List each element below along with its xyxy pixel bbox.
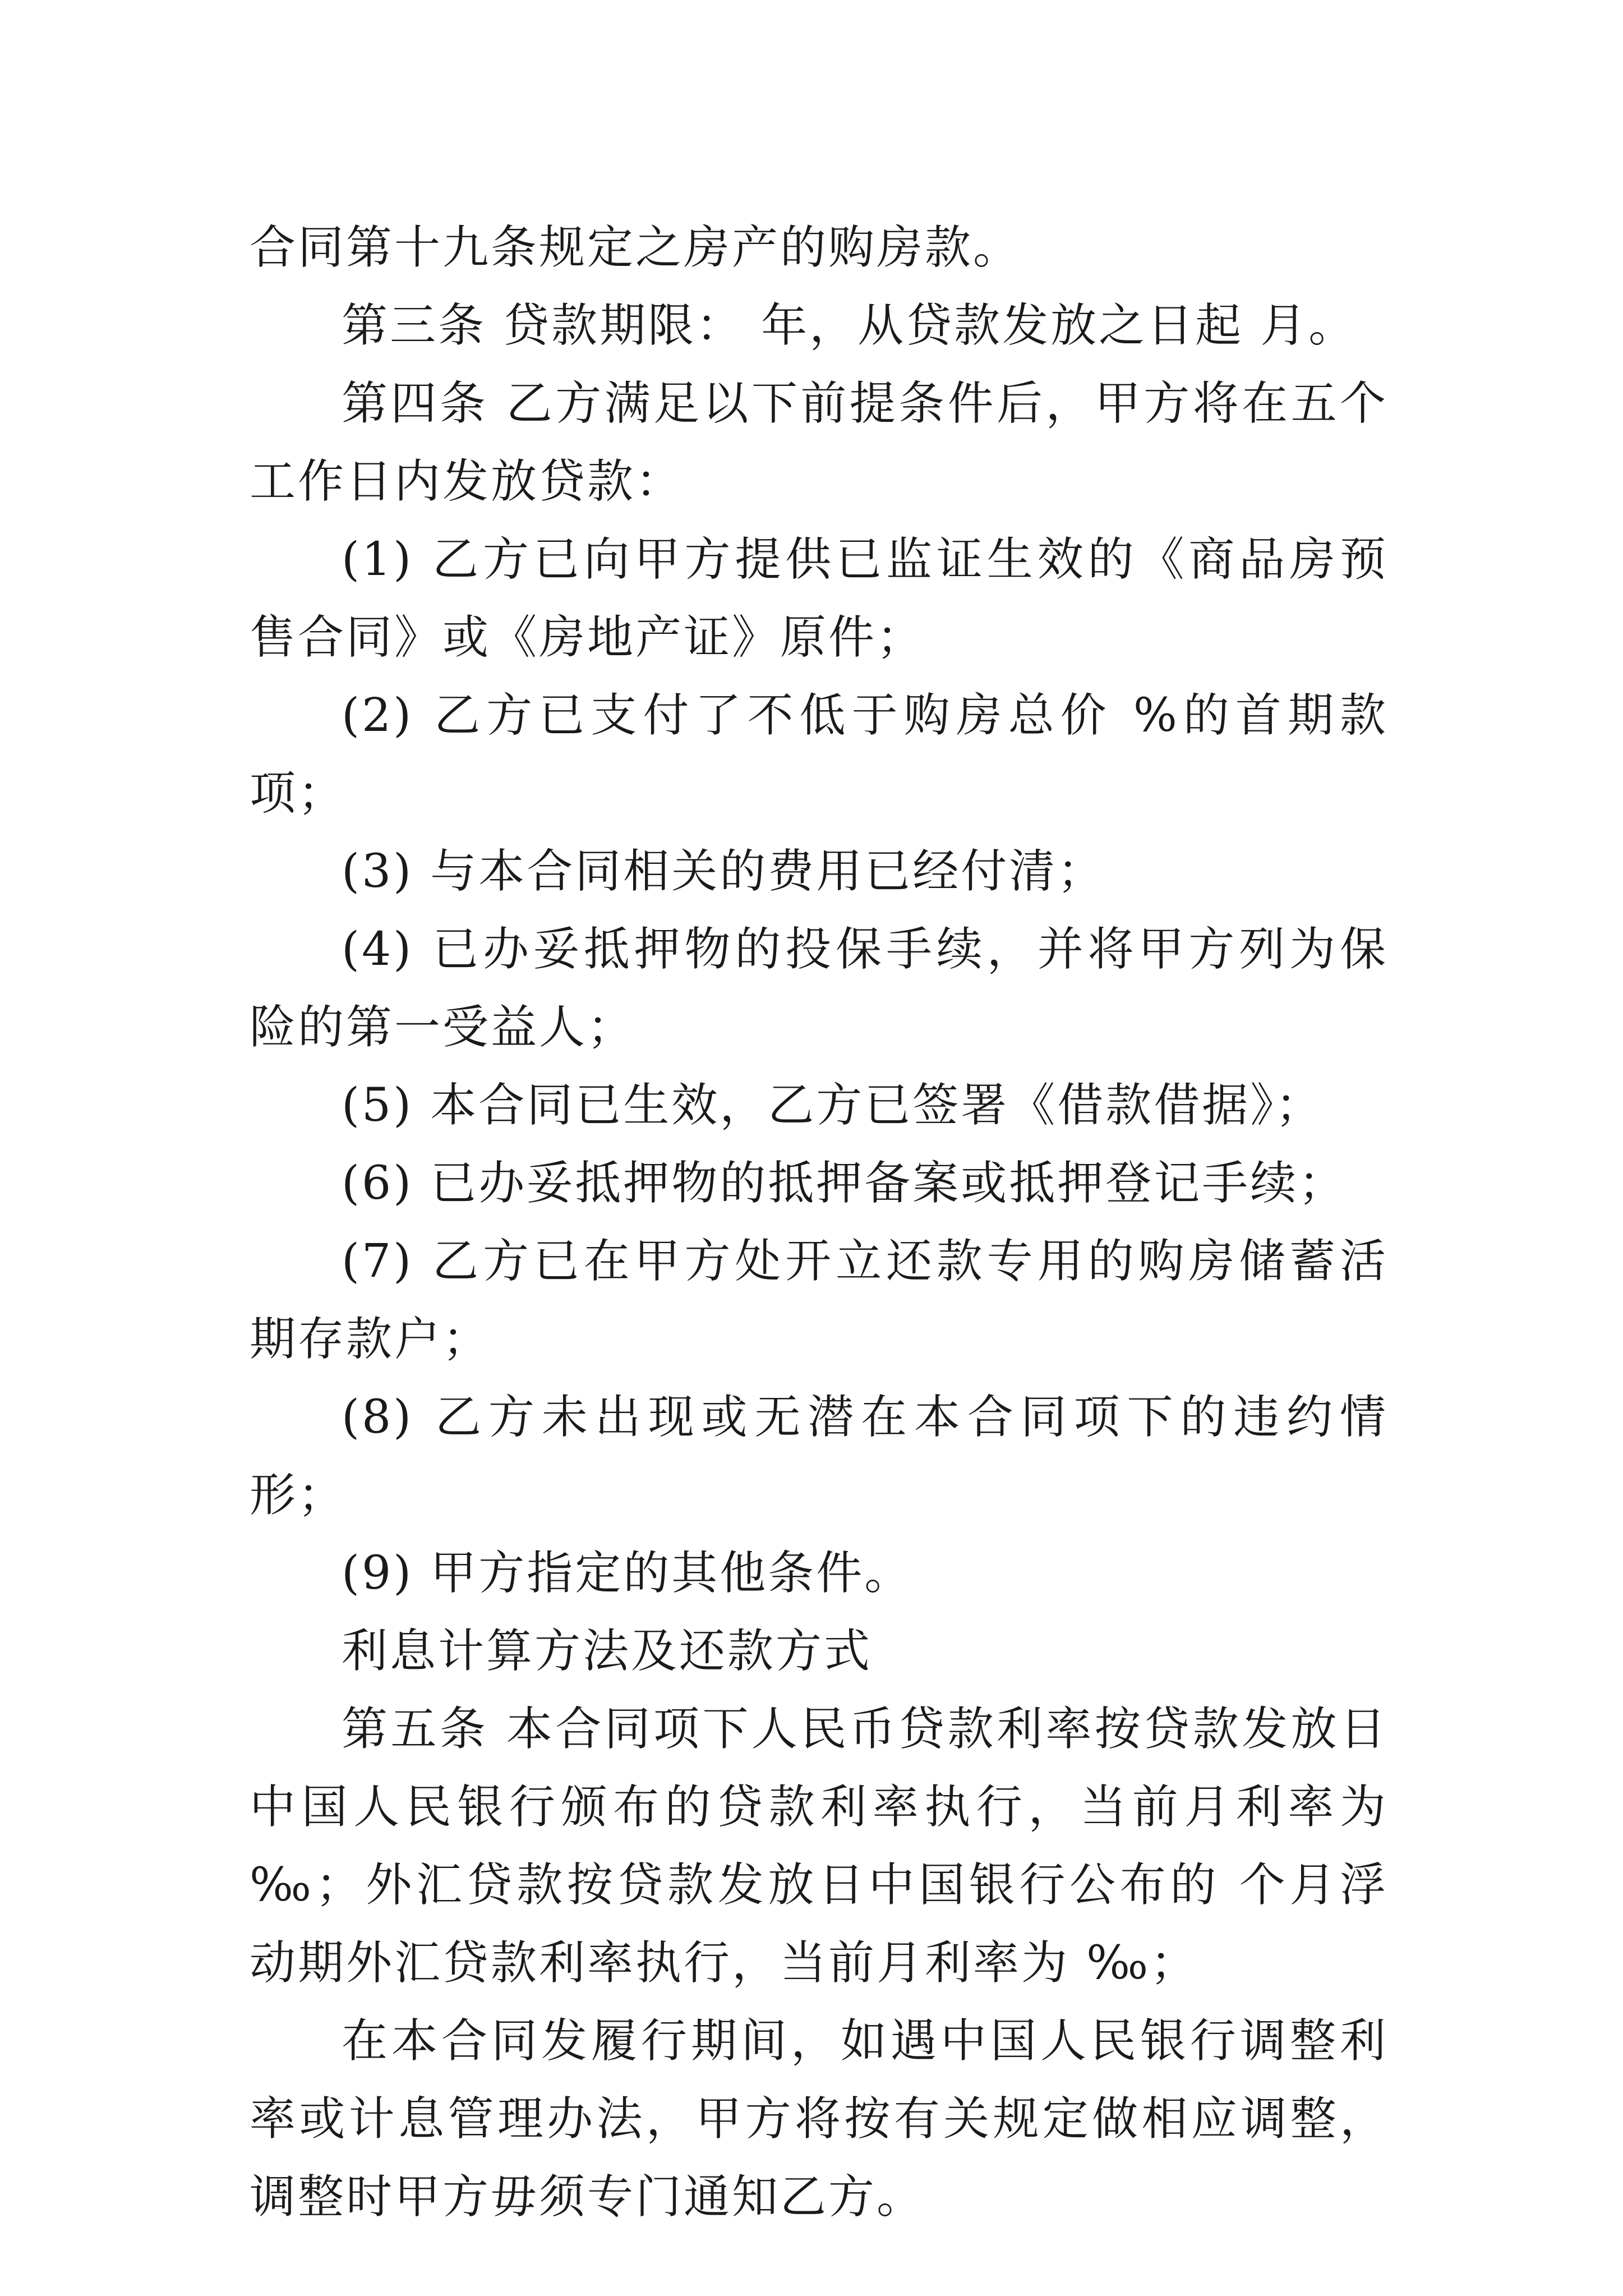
list-item-6: (6) 已办妥抵押物的抵押备案或抵押登记手续； [342,1157,1347,1210]
list-item-3: (3) 与本合同相关的费用已经付清； [342,845,1106,898]
paragraph-article-4: 第四条 乙方满足以下前提条件后，甲方将在五个工作日内发放贷款： [250,377,1388,508]
paragraph-1: 合同第十九条规定之房产的购房款。 [250,221,1022,274]
document-page [250,209,1405,2236]
list-item-5: (5) 本合同已生效，乙方已签署《借款借据》； [342,1079,1324,1132]
list-item-1: (1) 乙方已向甲方提供已监证生效的《商品房预售合同》或《房地产证》原件； [250,533,1388,664]
list-item-8: (8) 乙方未出现或无潜在本合同项下的违约情形； [250,1391,1388,1522]
list-item-4: (4) 已办妥抵押物的投保手续，并将甲方列为保险的第一受益人； [250,923,1388,1054]
list-item-7: (7) 乙方已在甲方处开立还款专用的购房储蓄活期存款户； [250,1235,1388,1366]
paragraph-article-5: 第五条 本合同项下人民币贷款利率按贷款发放日中国人民银行颁布的贷款利率执行，当前月利率为 ‰；外汇贷款按贷款发放日中国银行公布的 个月浮动期外汇贷款利率执行，当前月利率为 ‰； [250,1703,1405,1990]
section-heading-interest: 利息计算方法及还款方式 [342,1625,873,1678]
paragraph-rate-adjustment: 在本合同发履行期间，如遇中国人民银行调整利率或计息管理办法，甲方将按有关规定做相应调整，调整时甲方毋须专门通知乙方。 [250,2014,1388,2224]
paragraph-article-3: 第三条 贷款期限： 年，从贷款发放之日起 月。 [342,299,1357,352]
list-item-9: (9) 甲方指定的其他条件。 [342,1547,913,1600]
list-item-2: (2) 乙方已支付了不低于购房总价 %的首期款项； [250,689,1388,820]
